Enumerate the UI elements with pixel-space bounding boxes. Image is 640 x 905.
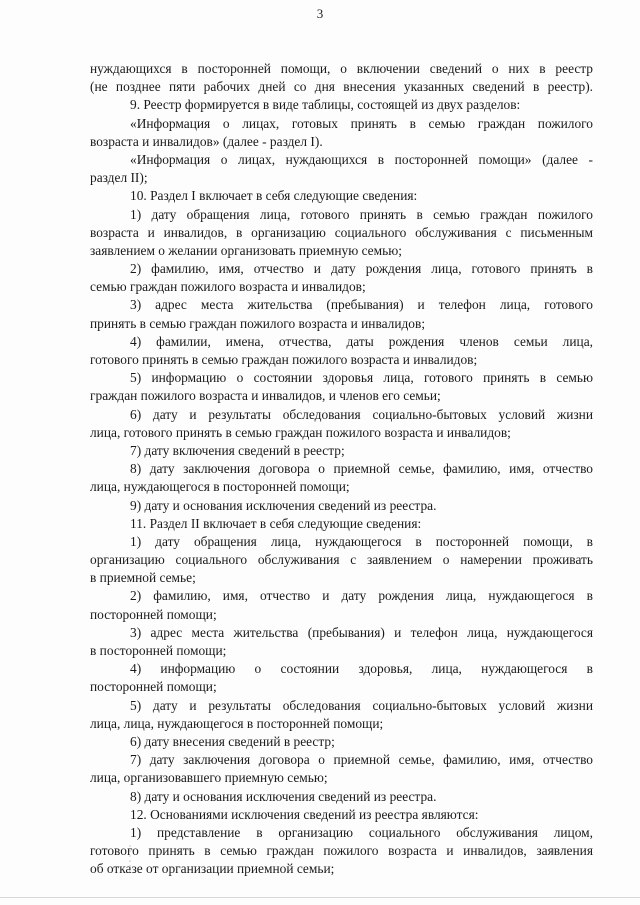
text-line: 7) дату заключения договора о приемной семье, фамилию, имя, отчество — [130, 752, 593, 768]
text-line: 5) информацию о состоянии здоровья лица, готового принять в семью — [130, 370, 593, 386]
text-line: возраста и инвалидов, в организацию социального обслуживания с письменным — [90, 224, 593, 240]
text-line: 5) дату и результаты обследования социально-бытовых условий жизни — [130, 697, 593, 713]
text-line: 12. Основаниями исключения сведений из реестра являются: — [130, 806, 479, 822]
text-line: 2) фамилию, имя, отчество и дату рождения лица, нуждающегося в — [130, 588, 593, 604]
text-line: в приемной семье; — [90, 570, 196, 586]
text-line: в посторонней помощи; — [90, 643, 227, 658]
text-line: лица, лица, нуждающегося в посторонней помощи; — [90, 715, 384, 731]
text-line: 8) дату заключения договора о приемной семье, фамилию, имя, отчество — [130, 461, 593, 477]
document-body — [90, 60, 593, 878]
text-line: готового принять в семью граждан пожилого возраста и инвалидов; — [90, 352, 478, 367]
text-line: нуждающихся в посторонней помощи, о включении сведений о них в реестр — [90, 61, 593, 76]
text-line: заявлением о желании организовать приемную семью; — [90, 242, 402, 258]
text-line: «Информация о лицах, нуждающихся в посторонней помощи» (далее - — [130, 151, 593, 167]
text-line: 9. Реестр формируется в виде таблицы, состоящей из двух разделов: — [130, 97, 521, 113]
text-line: 7) дату включения сведений в реестр; — [130, 442, 345, 458]
text-line: раздел II); — [90, 170, 148, 186]
text-line: 11. Раздел II включает в себя следующие сведения: — [130, 515, 422, 531]
text-line: 4) информацию о состоянии здоровья, лица, нуждающегося в — [130, 661, 593, 677]
text-line: 3) адрес места жительства (пребывания) и телефон лица, нуждающегося — [130, 624, 593, 640]
text-line: семью граждан пожилого возраста и инвалидов; — [90, 279, 366, 295]
text-line: лица, организовавшего приемную семью; — [90, 770, 328, 786]
text-line: «Информация о лицах, готовых принять в семью граждан пожилого — [130, 115, 593, 131]
text-line: 2) фамилию, имя, отчество и дату рождения лица, готового принять в — [130, 261, 593, 277]
text-line: граждан пожилого возраста и инвалидов, и членов его семьи; — [90, 388, 441, 404]
text-line: организацию социального обслуживания с заявлением о намерении проживать — [90, 552, 593, 568]
text-line: (не позднее пяти рабочих дней со дня внесения указанных сведений в реестр). — [90, 79, 593, 95]
text-line: об отказе от организации приемной семьи; — [90, 861, 335, 877]
text-line: готового принять в семью граждан пожилого возраста и инвалидов, заявления — [90, 843, 593, 859]
text-line: возраста и инвалидов» (далее - раздел I). — [90, 133, 323, 149]
text-line: 1) представление в организацию социального обслуживания лицом, — [130, 824, 593, 840]
text-line: 1) дату обращения лица, нуждающегося в посторонней помощи, в — [130, 533, 593, 549]
text-line: принять в семью граждан пожилого возраста и инвалидов; — [90, 315, 426, 331]
text-line: 1) дату обращения лица, готового принять в семью граждан пожилого — [130, 206, 593, 222]
text-line: посторонней помощи; — [90, 679, 217, 695]
text-line: 6) дату и результаты обследования социально-бытовых условий жизни — [130, 406, 593, 422]
text-line: 9) дату и основания исключения сведений из реестра. — [130, 497, 437, 513]
text-line: 3) адрес места жительства (пребывания) и телефон лица, готового — [130, 297, 593, 313]
text-line: 8) дату и основания исключения сведений из реестра. — [130, 788, 437, 804]
page-bottom-edge — [0, 897, 640, 898]
text-line: 10. Раздел I включает в себя следующие сведения: — [130, 188, 418, 204]
page-number: 3 — [316, 6, 324, 21]
text-line: лица, нуждающегося в посторонней помощи; — [90, 479, 350, 495]
text-line: 6) дату внесения сведений в реестр; — [130, 733, 335, 749]
text-line: лица, готового принять в семью граждан пожилого возраста и инвалидов; — [90, 424, 511, 440]
text-line: посторонней помощи; — [90, 606, 217, 622]
text-line: 4) фамилии, имена, отчества, даты рождения членов семьи лица, — [130, 333, 593, 349]
